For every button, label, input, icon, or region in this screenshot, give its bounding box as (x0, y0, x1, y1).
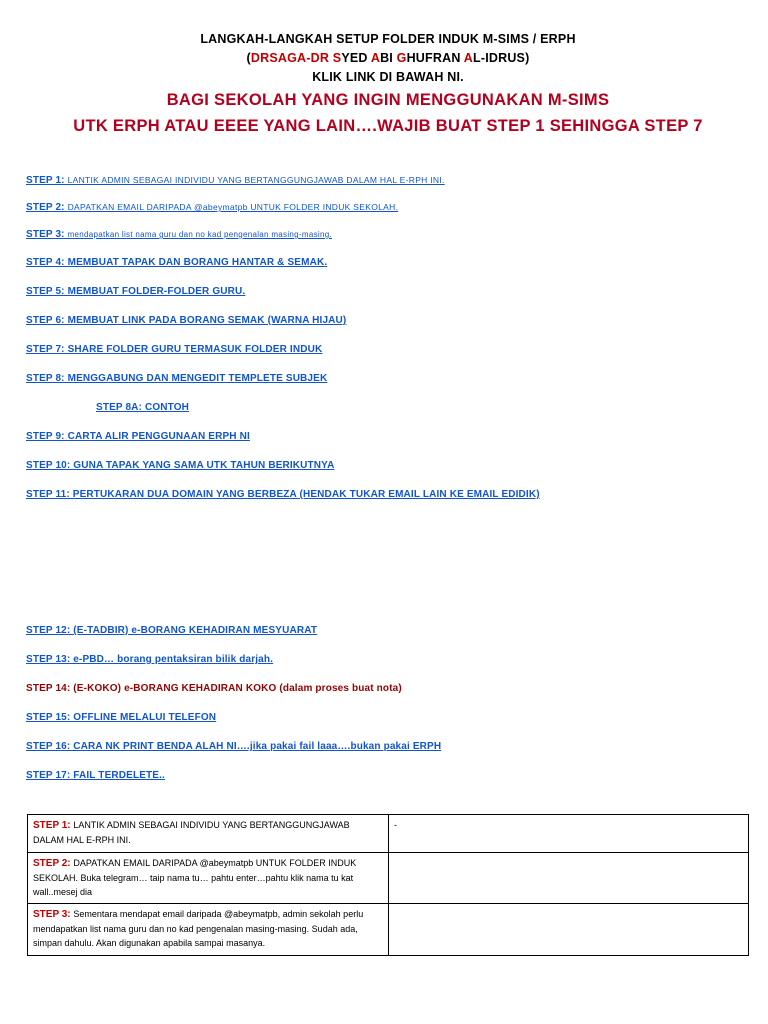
step-label: STEP 3: (26, 229, 68, 240)
step-16-link[interactable]: STEP 16: CARA NK PRINT BENDA ALAH NI….jika pakai fail laaa….bukan pakai ERPH (26, 741, 442, 752)
author-part: L-IDRUS) (473, 51, 530, 65)
author-initial: A (370, 51, 381, 65)
step-15-link[interactable]: STEP 15: OFFLINE MELALUI TELEFON (26, 712, 217, 723)
step-5-link[interactable]: STEP 5: MEMBUAT FOLDER-FOLDER GURU. (26, 286, 246, 297)
step-label: STEP 2: (26, 202, 68, 213)
author-initial: S (332, 51, 342, 65)
steps-table (27, 814, 749, 956)
author-initial: A (463, 51, 473, 65)
author-part: HUFRAN (406, 51, 464, 65)
table-row (28, 904, 749, 956)
step-17-link[interactable]: STEP 17: FAIL TERDELETE.. (26, 770, 165, 781)
author-line (0, 49, 768, 68)
instruction-line: KLIK LINK DI BAWAH NI. (312, 70, 464, 84)
step-1-link[interactable] (26, 175, 445, 186)
table-cell-note: - (389, 815, 749, 853)
step-text: mendapatkan list nama guru dan no kad pengenalan masing-masing. (67, 230, 332, 239)
step-8-link[interactable]: STEP 8: MENGGABUNG DAN MENGEDIT TEMPLETE SUBJEK (26, 373, 328, 384)
step-text: LANTIK ADMIN SEBAGAI INDIVIDU YANG BERTANGGUNGJAWAB DALAM HAL E-RPH INI. (67, 175, 445, 185)
step-7-link[interactable]: STEP 7: SHARE FOLDER GURU TERMASUK FOLDER INDUK (26, 344, 323, 355)
author-part: DRSAGA-DR (250, 51, 333, 65)
step-label: STEP 1: (26, 175, 68, 186)
step-13-link[interactable]: STEP 13: e-PBD… borang pentaksiran bilik darjah. (26, 654, 274, 665)
table-row (28, 815, 749, 853)
table-cell-note (389, 904, 749, 956)
author-part: YED (341, 51, 371, 65)
table-step-text: Sementara mendapat email daripada @abeymatpb, admin sekolah perlu mendapatkan list nama guru dan no kad pengenalan masing-masing. Sudah ada, simpan dahulu. Akan digunakan apabila sampai masanya. (33, 909, 364, 948)
table-step-text: LANTIK ADMIN SEBAGAI INDIVIDU YANG BERTANGGUNGJAWAB DALAM HAL E-RPH INI. (33, 820, 350, 845)
step-10-link[interactable]: STEP 10: GUNA TAPAK YANG SAMA UTK TAHUN BERIKUTNYA (26, 460, 335, 471)
author-paren: ( (246, 51, 251, 65)
document-header (0, 30, 768, 139)
table-cell-step (28, 904, 389, 956)
step-14-text: STEP 14: (E-KOKO) e-BORANG KEHADIRAN KOKO (dalam proses buat nota) (26, 683, 402, 694)
step-11-link[interactable]: STEP 11: PERTUKARAN DUA DOMAIN YANG BERBEZA (HENDAK TUKAR EMAIL LAIN KE EMAIL EDIDIK) (26, 489, 540, 500)
author-part: BI (380, 51, 397, 65)
table-row (28, 853, 749, 904)
table-cell-step (28, 815, 389, 853)
step-text: DAPATKAN EMAIL DARIPADA @abeymatpb UNTUK FOLDER INDUK SEKOLAH. (67, 202, 399, 212)
table-step-text: DAPATKAN EMAIL DARIPADA @abeymatpb UNTUK FOLDER INDUK SEKOLAH. Buka telegram… taip nama tu… pahtu enter…pahtu klik nama tu kat wall..mesej dia (33, 858, 357, 897)
table-step-label: STEP 1: (33, 820, 74, 831)
step-12-link[interactable]: STEP 12: (E-TADBIR) e-BORANG KEHADIRAN MESYUARAT (26, 625, 318, 636)
table-step-label: STEP 3: (33, 909, 74, 920)
doc-title: LANGKAH-LANGKAH SETUP FOLDER INDUK M-SIMS / ERPH (200, 32, 576, 46)
table-step-label: STEP 2: (33, 858, 74, 869)
author-initial: G (396, 51, 407, 65)
step-9-link[interactable]: STEP 9: CARTA ALIR PENGGUNAAN ERPH NI (26, 431, 250, 442)
step-2-link[interactable] (26, 202, 398, 213)
table-cell-note (389, 853, 749, 904)
step-6-link[interactable]: STEP 6: MEMBUAT LINK PADA BORANG SEMAK (WARNA HIJAU) (26, 315, 347, 326)
step-8a-link[interactable]: STEP 8A: CONTOH (96, 402, 190, 413)
subheading-msims: BAGI SEKOLAH YANG INGIN MENGGUNAKAN M-SIMS (166, 91, 610, 109)
table-cell-step (28, 853, 389, 904)
step-3-link[interactable] (26, 229, 332, 240)
subheading-warning: UTK ERPH ATAU EEEE YANG LAIN….WAJIB BUAT STEP 1 SEHINGGA STEP 7 (73, 117, 703, 135)
step-4-link[interactable]: STEP 4: MEMBUAT TAPAK DAN BORANG HANTAR & SEMAK. (26, 257, 328, 268)
